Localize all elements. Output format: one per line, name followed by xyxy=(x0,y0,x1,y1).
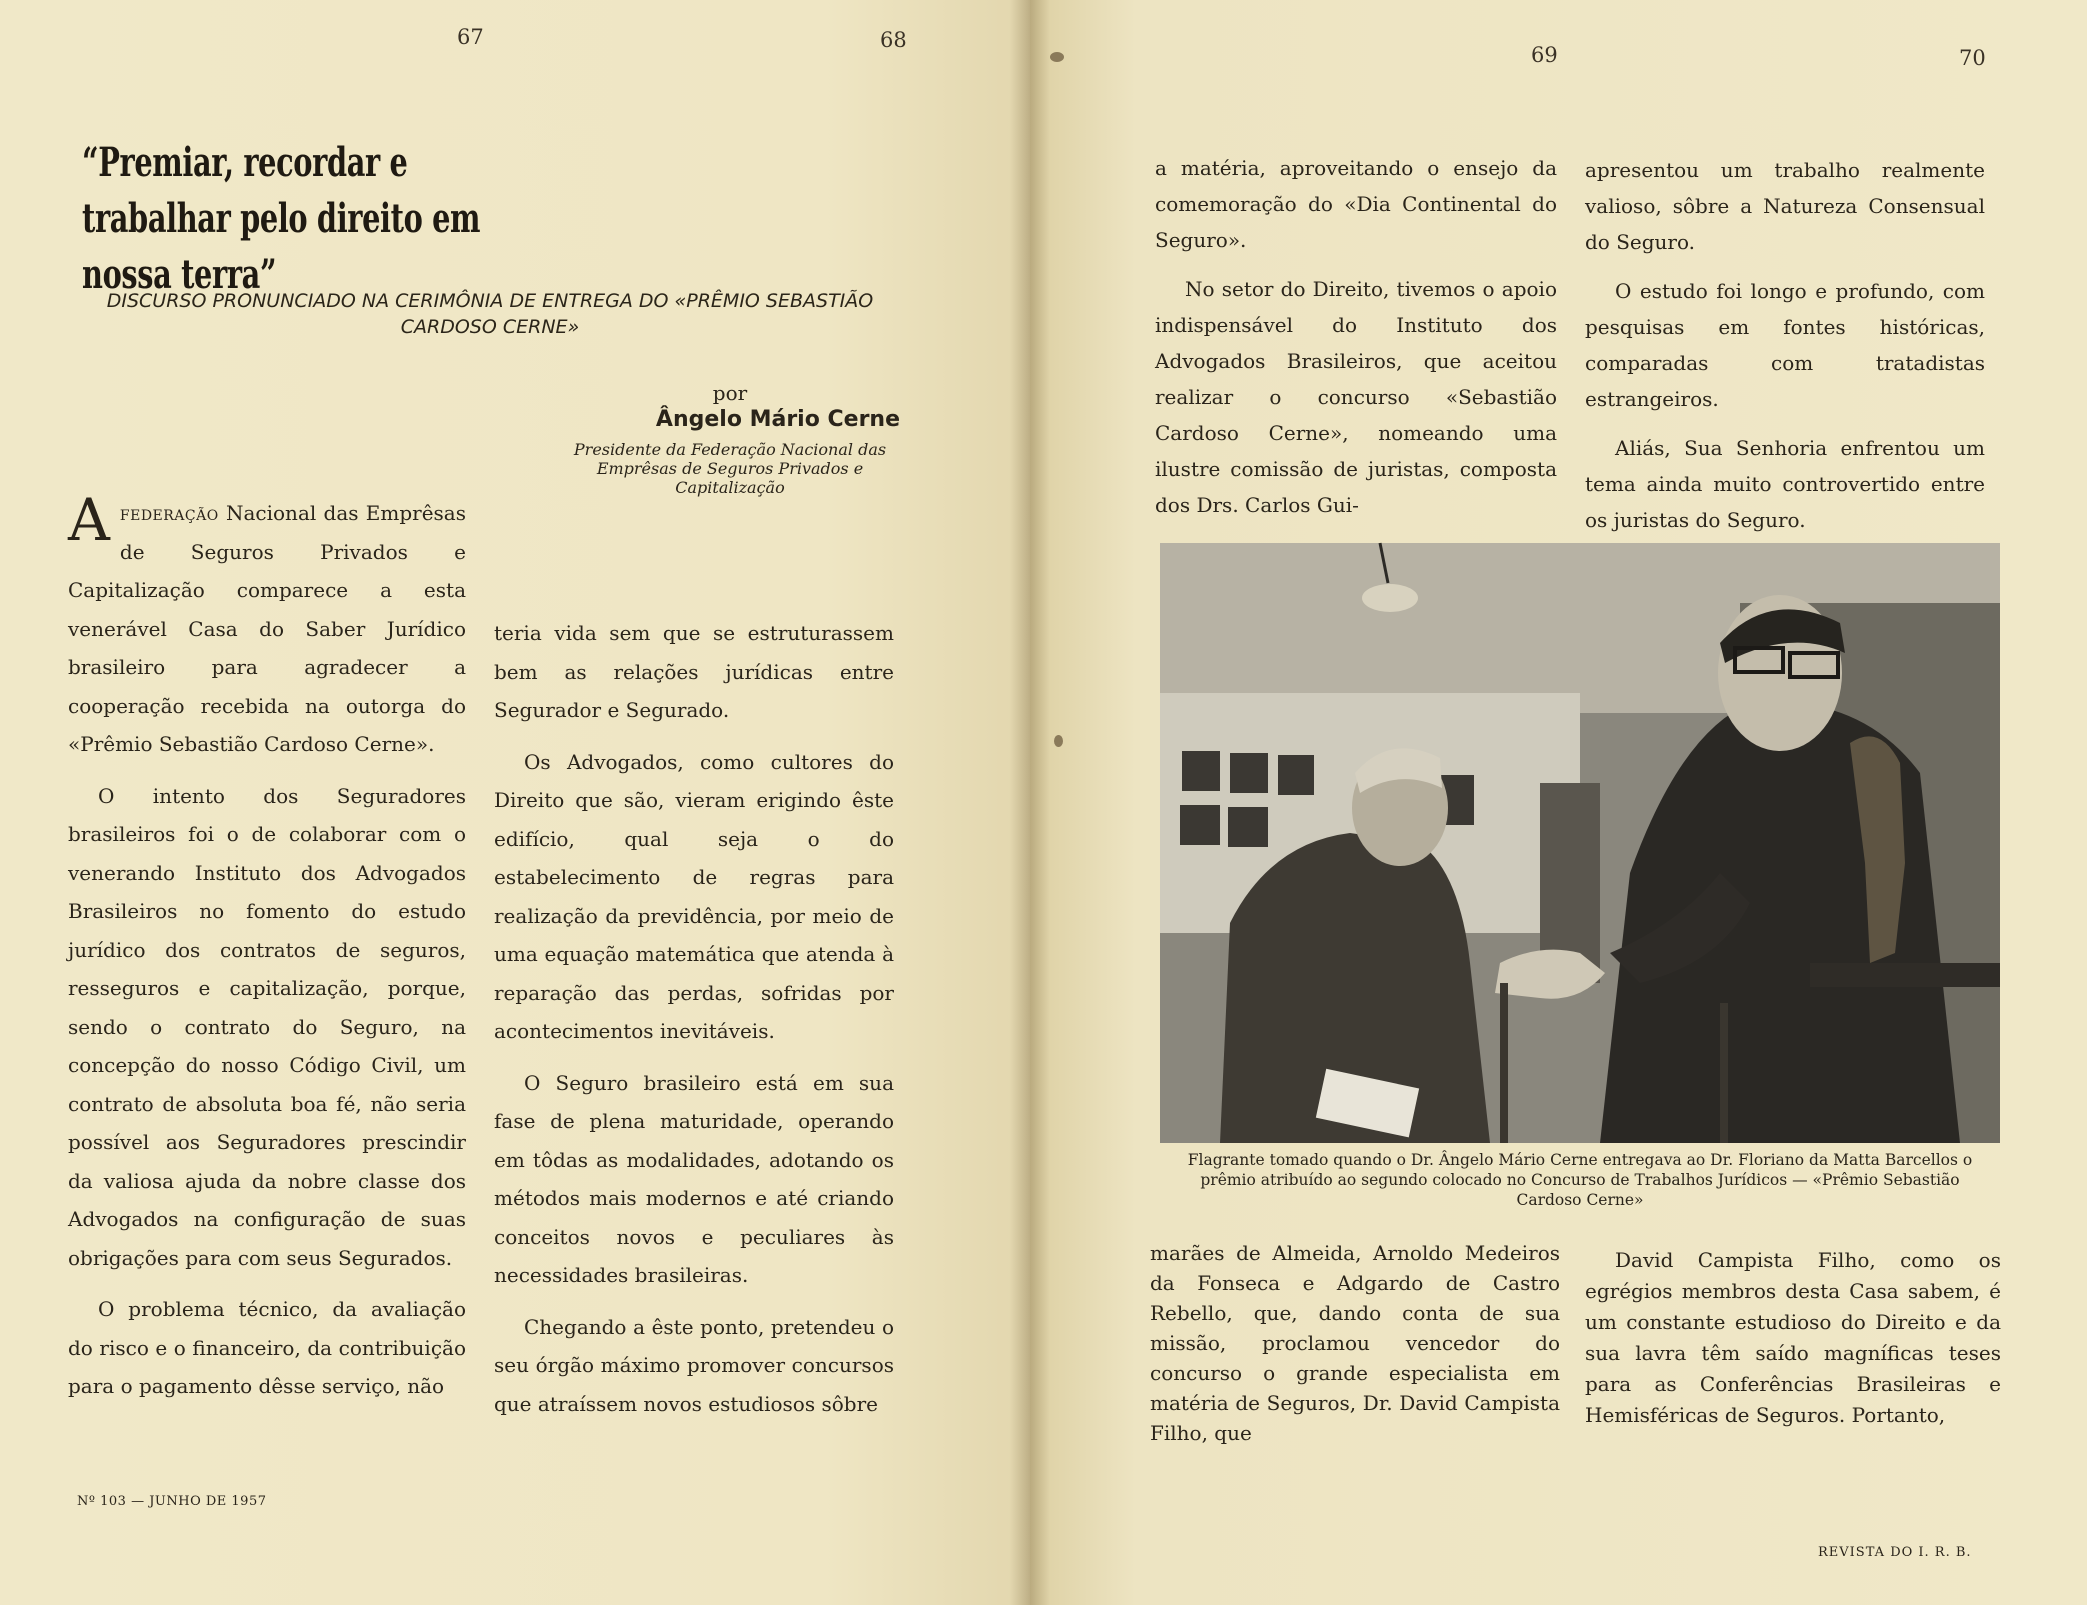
paragraph: O estudo foi longo e profundo, com pesquisas em fontes históricas, comparadas com tratadistas estrangeiros. xyxy=(1585,279,1985,411)
footer-journal: REVISTA DO I. R. B. xyxy=(1818,1545,1972,1560)
column-3-top xyxy=(1155,150,1557,517)
paragraph: O problema técnico, da avaliação do risco e o financeiro, da contribuição para o pagamento dêsse serviço, não xyxy=(68,1297,466,1398)
staple-hole-middle xyxy=(1054,735,1063,747)
paragraph: a matéria, aproveitando o ensejo da comemoração do «Dia Continental do Seguro». xyxy=(1155,156,1557,252)
paragraph: O intento dos Seguradores brasileiros foi o de colaborar com o venerando Instituto dos Advogados Brasileiros no fomento do estudo jurídico dos contratos de seguros, resseguros e capitalização, porque, sendo o contrato do Seguro, na concepção do nosso Código Civil, um contrato de absoluta boa fé, não seria possível aos Seguradores prescindir da valiosa ajuda da nobre classe dos Advogados na configuração de suas obrigações para com seus Segurados. xyxy=(68,783,466,1270)
paragraph: Aliás, Sua Senhoria enfrentou um tema ainda muito controvertido entre os juristas do Seguro. xyxy=(1585,436,1985,532)
page-number-69: 69 xyxy=(1531,43,1558,67)
drop-cap: A xyxy=(68,486,110,554)
paragraph: Os Advogados, como cultores do Direito que são, vieram erigindo êste edifício, qual seja o do estabelecimento de regras para realização da previdência, por meio de uma equação matemática que atenda à reparação das perdas, sofridas por acontecimentos inevitáveis. xyxy=(494,749,894,1043)
paragraph-text: Nacional das Emprêsas de Seguros Privados e Capitalização comparece a esta venerável Casa do Saber Jurídico brasileiro para agradecer a cooperação recebida na outorga do «Prêmio Sebastião Cardoso Cerne». xyxy=(68,501,466,756)
column-4-bottom xyxy=(1585,1245,2001,1465)
byline-por: por xyxy=(712,381,748,405)
paragraph: No setor do Direito, tivemos o apoio indispensável do Instituto dos Advogados Brasileiros, que aceitou realizar o concurso «Sebastião Cardoso Cerne», nomeando uma ilustre comissão de juristas, composta dos Drs. Carlos Gui- xyxy=(1155,277,1557,517)
lead-smallcaps: federação xyxy=(119,501,219,525)
paragraph: marães de Almeida, Arnoldo Medeiros da Fonseca e Adgardo de Castro Rebello, que, dando conta de sua missão, proclamou vencedor do concurso o grande especialista em matéria de Seguros, Dr. David Campista Filho, que xyxy=(1150,1241,1560,1445)
page-number-68: 68 xyxy=(880,28,907,52)
article-title: “Premiar, recordar e trabalhar pelo direito em nossa terra” xyxy=(82,139,481,298)
paragraph: O Seguro brasileiro está em sua fase de plena maturidade, operando em tôdas as modalidades, adotando os métodos mais modernos e até criando conceitos novos e peculiares às necessidades brasileiras. xyxy=(494,1070,894,1287)
paragraph: Chegando a êste ponto, pretendeu o seu órgão máximo promover concursos que atraíssem novos estudiosos sôbre xyxy=(494,1314,894,1416)
column-2 xyxy=(494,614,894,1414)
paragraph: David Campista Filho, como os egrégios membros desta Casa sabem, é um constante estudioso do Direito e da sua lavra têm saído magníficas teses para as Conferências Brasileiras e Hemisféricas de Seguros. Portanto, xyxy=(1585,1248,2001,1427)
page-number-70: 70 xyxy=(1959,46,1986,70)
author-role: Presidente da Federação Nacional das Emprêsas de Seguros Privados e Capitalização xyxy=(573,440,887,497)
column-1 xyxy=(68,486,466,1424)
paragraph: apresentou um trabalho realmente valioso, sôbre a Natureza Consensual do Seguro. xyxy=(1585,158,1985,254)
photo-caption: Flagrante tomado quando o Dr. Ângelo Mário Cerne entregava ao Dr. Floriano da Matta Barcellos o prêmio atribuído ao segundo colocado no Concurso de Trabalhos Jurídicos — «Prêmio Sebastião Cardoso Cerne» xyxy=(1187,1151,1973,1209)
column-3-bottom xyxy=(1150,1238,1560,1458)
column-4-top xyxy=(1585,152,1985,532)
staple-hole-top xyxy=(1050,52,1064,62)
paragraph xyxy=(68,486,466,764)
page-number-67: 67 xyxy=(457,25,484,49)
article-subtitle: DISCURSO PRONUNCIADO NA CERIMÔNIA DE ENTREGA DO «PRÊMIO SEBASTIÃO CARDOSO CERNE» xyxy=(106,290,874,338)
book-gutter xyxy=(1010,0,1050,1605)
footer-issue: Nº 103 — JUNHO DE 1957 xyxy=(77,1494,267,1509)
author-name: Ângelo Mário Cerne xyxy=(655,407,900,432)
photo-illustration xyxy=(1160,543,2000,1143)
photo-award-handshake xyxy=(1160,543,2000,1143)
paragraph: teria vida sem que se estruturassem bem as relações jurídicas entre Segurador e Segurado. xyxy=(494,621,894,722)
